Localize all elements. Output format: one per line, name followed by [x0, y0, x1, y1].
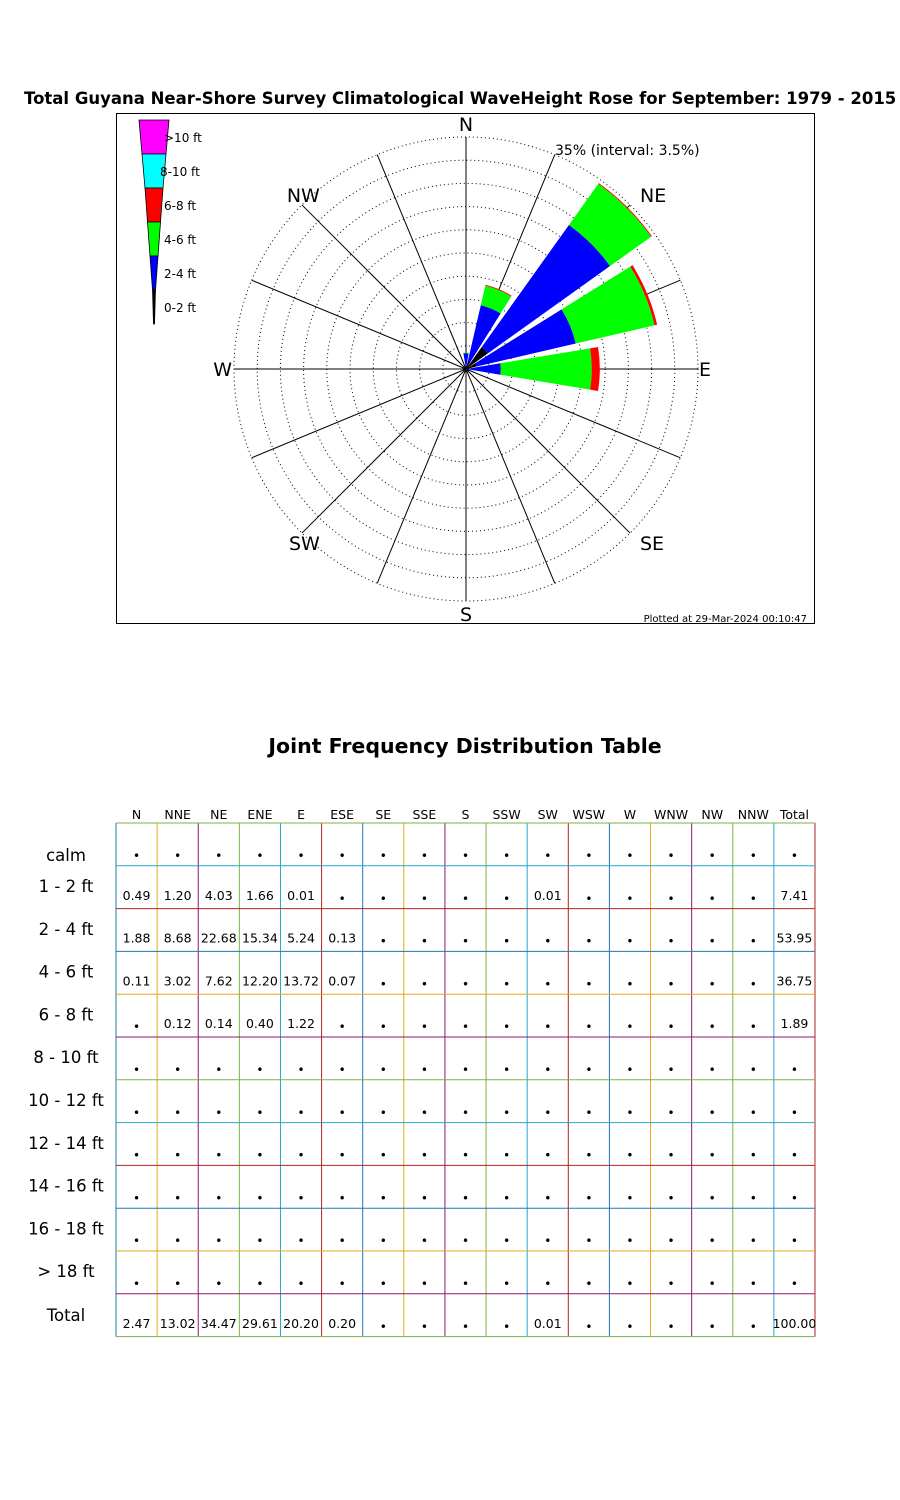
table-cell: • — [461, 1148, 470, 1163]
table-cell: • — [790, 849, 798, 863]
table-cell: • — [585, 934, 593, 949]
table-cell: 12.20 — [242, 973, 278, 989]
table-cell: • — [174, 849, 182, 863]
table-cell: • — [790, 1191, 798, 1206]
table-cell: • — [379, 1277, 387, 1291]
table-cell: • — [379, 1063, 387, 1077]
compass-label-SE: SE — [640, 533, 665, 555]
table-cell: • — [420, 1191, 428, 1206]
table-cell: • — [708, 977, 716, 992]
table-cell: • — [133, 1234, 141, 1249]
table-cell: 0.07 — [328, 973, 357, 989]
table-cell: • — [544, 849, 552, 863]
table-cell: • — [420, 977, 428, 992]
table-cell: • — [544, 1148, 552, 1163]
table-cell: • — [256, 1277, 264, 1291]
table-cell: • — [174, 1234, 182, 1249]
table-cell: • — [667, 849, 675, 863]
table-cell: • — [503, 1063, 511, 1077]
table-cell: • — [708, 891, 716, 906]
chart-title: Total Guyana Near-Shore Survey Climatological WaveHeight Rose for September: 1979 - 2015 — [24, 89, 897, 108]
table-cell: • — [215, 1234, 223, 1249]
table-cell: • — [667, 1063, 675, 1077]
table-cell: • — [379, 934, 387, 949]
table-cell: • — [585, 977, 593, 992]
table-cell: • — [626, 891, 634, 906]
table-column-header: WSW — [572, 807, 606, 822]
table-cell: 4.03 — [204, 887, 233, 903]
table-cell: • — [503, 1319, 511, 1334]
table-cell: • — [749, 977, 757, 992]
table-cell: • — [749, 1234, 757, 1249]
table-cell: • — [420, 1277, 428, 1291]
table-cell: • — [626, 977, 634, 992]
table-column-header: SSW — [492, 807, 521, 822]
compass-label-NW: NW — [286, 185, 320, 207]
table-column-header: Total — [779, 807, 810, 822]
table-column-header: NW — [701, 807, 724, 822]
table-cell: • — [420, 1020, 428, 1035]
table-cell: • — [503, 1020, 511, 1035]
table-cell: • — [667, 934, 675, 949]
table-cell: • — [708, 1319, 716, 1334]
table-cell: 1.22 — [287, 1016, 315, 1032]
table-column-header: N — [131, 807, 142, 822]
legend-label: 2-4 ft — [164, 267, 197, 281]
table-cell: • — [626, 1020, 634, 1035]
table-cell: • — [790, 1234, 798, 1249]
table-cell: • — [420, 934, 428, 949]
table-cell: • — [708, 934, 716, 949]
table-cell: • — [461, 849, 470, 863]
table-cell: • — [256, 1234, 264, 1249]
table-cell: • — [749, 1148, 757, 1163]
table-cell: 36.75 — [776, 973, 813, 989]
table-cell: • — [708, 1020, 716, 1035]
table-cell: • — [667, 891, 675, 906]
table-cell: • — [338, 849, 346, 863]
table-cell: • — [256, 1191, 264, 1206]
table-cell: 20.20 — [283, 1315, 319, 1331]
table-cell: • — [133, 1020, 141, 1035]
table-cell: 22.68 — [200, 930, 237, 946]
table-cell: • — [420, 1234, 428, 1249]
table-cell: • — [544, 1020, 552, 1035]
table-cell: • — [708, 1277, 716, 1291]
table-column-header: ESE — [330, 807, 355, 822]
table-row-label: > 18 ft — [37, 1262, 95, 1282]
table-row-label: 10 - 12 ft — [28, 1091, 104, 1110]
table-cell: • — [133, 1063, 141, 1077]
table-cell: • — [749, 891, 757, 906]
table-cell: • — [626, 849, 634, 863]
table-cell: 2.47 — [122, 1315, 151, 1331]
table-row-label: 2 - 4 ft — [38, 919, 94, 939]
table-cell: • — [667, 977, 675, 992]
table-cell: 0.01 — [533, 887, 562, 903]
table-cell: • — [585, 1063, 593, 1077]
table-column-header: SW — [537, 807, 558, 822]
table-row-label: calm — [46, 846, 86, 865]
table-column-header: W — [623, 807, 637, 822]
compass-label-E: E — [699, 359, 712, 381]
table-cell: • — [708, 1063, 716, 1077]
table-cell: • — [379, 891, 387, 906]
table-cell: • — [297, 1063, 305, 1077]
legend-label: 6-8 ft — [164, 199, 197, 213]
table-cell: • — [544, 1234, 552, 1249]
table-cell: 0.14 — [204, 1016, 233, 1032]
table-cell: • — [544, 934, 552, 949]
table-cell: • — [708, 1234, 716, 1249]
table-cell: • — [667, 1319, 675, 1334]
table-cell: • — [626, 1234, 634, 1249]
table-cell: • — [503, 977, 511, 992]
table-cell: • — [338, 1105, 346, 1120]
table-cell: • — [297, 849, 305, 863]
table-cell: • — [461, 1105, 470, 1120]
table-cell: • — [133, 1277, 141, 1291]
table-cell: • — [626, 1063, 634, 1077]
table-column-header: WNW — [654, 807, 689, 822]
table-cell: 1.66 — [245, 887, 274, 903]
table-cell: • — [585, 1319, 593, 1334]
table-cell: 0.49 — [122, 887, 151, 903]
table-column-header: NNW — [737, 807, 769, 822]
table-cell: • — [379, 1234, 387, 1249]
table-cell: 53.95 — [776, 930, 813, 946]
table-column-header: S — [461, 807, 470, 822]
table-cell: • — [626, 934, 634, 949]
table-cell: • — [379, 849, 387, 863]
table-cell: • — [461, 1277, 470, 1291]
table-cell: • — [749, 1319, 757, 1334]
plotted-at-label: Plotted at 29-Mar-2024 00:10:47 — [643, 614, 807, 623]
table-cell: • — [338, 1148, 346, 1163]
table-cell: • — [667, 1148, 675, 1163]
table-cell: • — [133, 849, 141, 863]
table-row-label: 16 - 18 ft — [28, 1219, 104, 1239]
table-row-label: 14 - 16 ft — [28, 1176, 104, 1196]
table-cell: 3.02 — [163, 973, 192, 989]
table-cell: • — [174, 1105, 182, 1120]
table-cell: • — [626, 1105, 634, 1120]
table-cell: • — [379, 1020, 387, 1035]
table-cell: • — [174, 1277, 182, 1291]
table-row-label: Total — [46, 1306, 86, 1325]
table-cell: 0.01 — [533, 1315, 562, 1331]
table-cell: 7.62 — [204, 973, 233, 989]
table-cell: • — [297, 1234, 305, 1249]
table-cell: • — [461, 1319, 470, 1334]
table-cell: • — [626, 1148, 634, 1163]
table-cell: • — [503, 1191, 511, 1206]
table-cell: • — [503, 1105, 511, 1120]
table-cell: • — [503, 1148, 511, 1163]
compass-label-W: W — [213, 359, 232, 381]
table-cell: 1.89 — [780, 1016, 809, 1032]
table-cell: • — [585, 891, 593, 906]
table-cell: • — [297, 1105, 305, 1120]
table-cell: • — [749, 1105, 757, 1120]
table-cell: • — [256, 849, 264, 863]
table-cell: • — [503, 1234, 511, 1249]
table-cell: • — [544, 1105, 552, 1120]
table-column-header: NE — [210, 807, 228, 822]
table-cell: 0.11 — [122, 973, 151, 989]
table-cell: • — [215, 1191, 223, 1206]
table-cell: • — [585, 1191, 593, 1206]
legend-label: 4-6 ft — [164, 233, 197, 247]
table-cell: • — [626, 1191, 634, 1206]
table-column-header: SSE — [412, 807, 437, 822]
table-cell: • — [420, 849, 428, 863]
table-cell: 0.40 — [245, 1016, 274, 1032]
table-cell: • — [503, 934, 511, 949]
table-cell: 100.00 — [772, 1315, 817, 1331]
table-cell: • — [338, 1191, 346, 1206]
table-cell: • — [585, 1105, 593, 1120]
table-cell: • — [790, 1277, 798, 1291]
table-cell: 34.47 — [200, 1315, 237, 1331]
compass-label-N: N — [458, 114, 474, 136]
table-cell: 13.02 — [159, 1315, 196, 1331]
table-cell: • — [461, 891, 470, 906]
table-cell: • — [626, 1277, 634, 1291]
table-cell: • — [215, 1277, 223, 1291]
table-cell: • — [338, 1234, 346, 1249]
table-cell: • — [379, 1105, 387, 1120]
table-cell: • — [379, 977, 387, 992]
table-cell: • — [585, 849, 593, 863]
table-cell: • — [790, 1105, 798, 1120]
table-row-label: 8 - 10 ft — [33, 1048, 99, 1068]
table-cell: 13.72 — [283, 973, 319, 989]
table-cell: • — [461, 1191, 470, 1206]
table-cell: • — [420, 1148, 428, 1163]
table-cell: • — [338, 1020, 346, 1035]
table-cell: • — [749, 1020, 757, 1035]
table-cell: • — [379, 1319, 387, 1334]
table-cell: 0.12 — [163, 1016, 192, 1032]
table-row-label: 1 - 2 ft — [38, 877, 94, 896]
table-cell: 29.61 — [242, 1315, 278, 1331]
table-cell: • — [215, 1063, 223, 1077]
table-cell: • — [544, 1191, 552, 1206]
table-cell: • — [749, 849, 757, 863]
table-column-header: SE — [375, 807, 392, 822]
table-cell: • — [174, 1063, 182, 1077]
table-cell: • — [503, 1277, 511, 1291]
table-cell: • — [749, 1191, 757, 1206]
table-cell: • — [585, 1277, 593, 1291]
table-cell: • — [708, 1191, 716, 1206]
table-cell: • — [133, 1191, 141, 1206]
table-title: Joint Frequency Distribution Table — [268, 734, 662, 758]
table-cell: • — [256, 1105, 264, 1120]
table-cell: • — [215, 1105, 223, 1120]
table-cell: 1.88 — [122, 930, 151, 946]
table-cell: • — [585, 1020, 593, 1035]
legend-label: >10 ft — [164, 131, 202, 145]
table-cell: • — [667, 1277, 675, 1291]
table-cell: • — [708, 1105, 716, 1120]
table-cell: • — [585, 1148, 593, 1163]
table-cell: • — [461, 1063, 470, 1077]
table-cell: • — [749, 1063, 757, 1077]
table-cell: • — [585, 1234, 593, 1249]
table-cell: • — [626, 1319, 634, 1334]
table-cell: • — [749, 934, 757, 949]
table-cell: • — [297, 1191, 305, 1206]
table-cell: • — [544, 1277, 552, 1291]
table-cell: • — [256, 1063, 264, 1077]
table-cell: • — [544, 977, 552, 992]
compass-label-SW: SW — [288, 533, 320, 555]
table-cell: • — [667, 1105, 675, 1120]
table-cell: • — [749, 1277, 757, 1291]
table-cell: • — [297, 1277, 305, 1291]
table-cell: • — [420, 1105, 428, 1120]
table-cell: • — [790, 1148, 798, 1163]
table-cell: • — [338, 1277, 346, 1291]
table-row-label: 12 - 14 ft — [28, 1133, 104, 1153]
compass-label-S: S — [459, 604, 473, 623]
table-cell: 0.13 — [328, 930, 357, 946]
table-cell: • — [297, 1148, 305, 1163]
table-cell: • — [708, 849, 716, 863]
table-row-label: 4 - 6 ft — [38, 962, 94, 982]
table-cell: • — [503, 891, 511, 906]
table-cell: • — [461, 977, 470, 992]
table-cell: 7.41 — [780, 887, 809, 903]
table-cell: • — [667, 1234, 675, 1249]
table-cell: • — [503, 849, 511, 863]
table-cell: • — [379, 1148, 387, 1163]
table-cell: • — [420, 1063, 428, 1077]
table-cell: • — [420, 891, 428, 906]
table-cell: 8.68 — [163, 930, 192, 946]
scale-label: 35% (interval: 3.5%) — [555, 143, 700, 159]
table-cell: • — [256, 1148, 264, 1163]
table-cell: 15.34 — [242, 930, 278, 946]
table-cell: • — [790, 1063, 798, 1077]
table-cell: • — [461, 1234, 470, 1249]
table-cell: • — [461, 934, 470, 949]
table-cell: • — [544, 1063, 552, 1077]
legend-label: 8-10 ft — [160, 165, 200, 179]
table-cell: 5.24 — [287, 930, 315, 946]
table-cell: • — [215, 1148, 223, 1163]
table-cell: • — [215, 849, 223, 863]
table-column-header: NNE — [164, 807, 191, 822]
compass-label-NE: NE — [640, 185, 667, 207]
table-cell: 0.20 — [328, 1315, 357, 1331]
table-cell: • — [133, 1148, 141, 1163]
table-column-header: ENE — [247, 807, 273, 822]
legend-label: 0-2 ft — [164, 301, 197, 315]
table-cell: • — [708, 1148, 716, 1163]
table-cell: • — [174, 1148, 182, 1163]
table-cell: • — [133, 1105, 141, 1120]
table-cell: • — [420, 1319, 428, 1334]
table-cell: • — [667, 1191, 675, 1206]
table-cell: • — [667, 1020, 675, 1035]
table-cell: • — [338, 1063, 346, 1077]
table-column-header: E — [297, 807, 305, 822]
table-cell: 1.20 — [163, 887, 192, 903]
table-cell: • — [174, 1191, 182, 1206]
table-cell: 0.01 — [287, 887, 315, 903]
table-cell: • — [338, 891, 346, 906]
table-cell: • — [379, 1191, 387, 1206]
table-row-label: 6 - 8 ft — [38, 1005, 94, 1025]
table-cell: • — [461, 1020, 470, 1035]
